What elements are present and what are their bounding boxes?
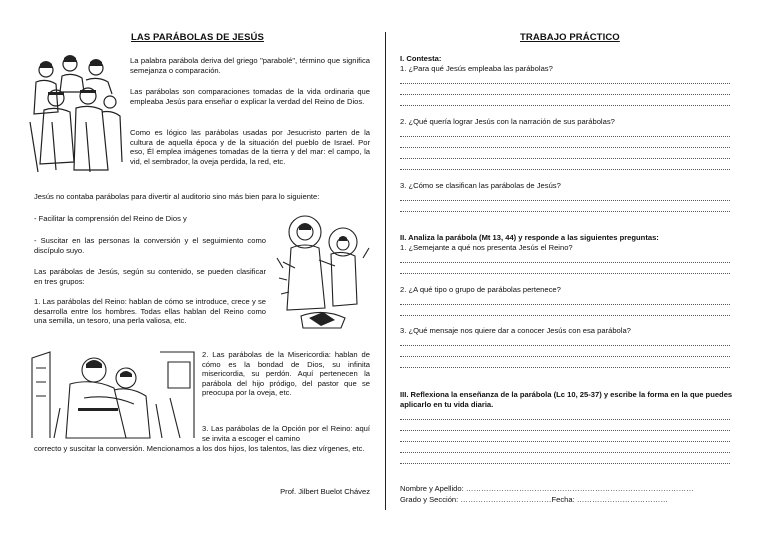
- answer-line[interactable]: [400, 83, 730, 84]
- answer-line[interactable]: [400, 147, 730, 148]
- answer-line[interactable]: [400, 262, 730, 263]
- answer-line[interactable]: [400, 169, 730, 170]
- answer-line[interactable]: [400, 136, 730, 137]
- group-1: 1. Las parábolas del Reino: hablan de cómo se introduce, crece y se desarrolla entre los hombres. Todas ellas hablan del Reino como una semilla, un tesoro, una perla valiosa, etc.: [34, 297, 266, 326]
- answer-line[interactable]: [400, 419, 730, 420]
- prodigal-son-illustration: [30, 348, 196, 442]
- answer-line[interactable]: [400, 94, 730, 95]
- answer-line[interactable]: [400, 200, 730, 201]
- answer-line[interactable]: [400, 345, 730, 346]
- question-3: 3. ¿Cómo se clasifican las parábolas de Jesús?: [400, 181, 561, 190]
- left-title: LAS PARÁBOLAS DE JESÚS: [131, 32, 264, 43]
- paragraph-3: Como es lógico las parábolas usadas por Jesucristo parten de la cultura de aquella época y de la situación del pueblo de Israel. Por eso, Él emplea imágenes tomadas de la tierra y del mar: el campo, la vid, el sembrador, la oveja perdida, la red, etc.: [130, 128, 370, 166]
- group-2: 2. Las parábolas de la Misericordia: hablan de cómo es la bondad de Dios, su infinita misericordia, su perdón. Aquí pertenecen la parábola del hijo pródigo, del pastor que se preocupa por la oveja, etc.: [202, 350, 370, 398]
- group-3-line-2: correcto y suscitar la conversión. Mencionamos a los dos hijos, los talentos, las diez vírgenes, etc.: [34, 444, 365, 453]
- question-4: 1. ¿Semejante a qué nos presenta Jesús el Reino?: [400, 243, 573, 252]
- section-3-heading: III. Reflexiona la enseñanza de la parábola (Lc 10, 25-37) y escribe la forma en la que puedes aplicarlo en tu vida diaria.: [400, 390, 733, 409]
- right-title: TRABAJO PRÁCTICO: [520, 32, 620, 43]
- answer-line[interactable]: [400, 105, 730, 106]
- bullet-1: - Facilitar la comprensión del Reino de Dios y: [34, 214, 187, 223]
- name-field[interactable]: Nombre y Apellido: ………………………………………………………………………………: [400, 484, 694, 493]
- question-5: 2. ¿A qué tipo o grupo de parábolas pertenece?: [400, 285, 561, 294]
- right-column: [386, 0, 768, 543]
- crowd-illustration: [26, 52, 124, 176]
- bullet-2: - Suscitar en las personas la conversión y el seguimiento como discípulo suyo.: [34, 236, 266, 255]
- paragraph-5: Las parábolas de Jesús, según su contenido, se pueden clasificar en tres grupos:: [34, 267, 266, 286]
- paragraph-4: Jesús no contaba parábolas para divertir al auditorio sino más bien para lo siguiente:: [34, 192, 320, 201]
- answer-line[interactable]: [400, 463, 730, 464]
- group-3-line-1: 3. Las parábolas de la Opción por el Reino: aquí se invita a escoger el camino: [202, 424, 370, 443]
- answer-line[interactable]: [400, 430, 730, 431]
- paragraph-2: Las parábolas son comparaciones tomadas de la vida ordinaria que empleaba Jesús para enseñar o explicar la verdad del Reino de Dios.: [130, 87, 370, 106]
- answer-line[interactable]: [400, 273, 730, 274]
- answer-line[interactable]: [400, 304, 730, 305]
- paragraph-1: La palabra parábola deriva del griego "parabolé", término que significa semejanza o comparación.: [130, 56, 370, 75]
- answer-line[interactable]: [400, 367, 730, 368]
- grade-date-field[interactable]: Grado y Sección: ………………………………Fecha: ………………………………: [400, 495, 668, 504]
- answer-line[interactable]: [400, 315, 730, 316]
- jesus-illustration: [275, 208, 371, 334]
- author-signature: Prof. Jilbert Buelot Chávez: [280, 487, 370, 496]
- question-2: 2. ¿Qué quería lograr Jesús con la narración de sus parábolas?: [400, 117, 615, 126]
- section-2-heading: II. Analiza la parábola (Mt 13, 44) y responde a las siguientes preguntas:: [400, 233, 659, 242]
- answer-line[interactable]: [400, 356, 730, 357]
- answer-line[interactable]: [400, 452, 730, 453]
- question-1: 1. ¿Para qué Jesús empleaba las parábolas?: [400, 64, 553, 73]
- answer-line[interactable]: [400, 158, 730, 159]
- question-6: 3. ¿Qué mensaje nos quiere dar a conocer Jesús con esa parábola?: [400, 326, 631, 335]
- section-1-heading: I. Contesta:: [400, 54, 442, 63]
- answer-line[interactable]: [400, 441, 730, 442]
- answer-line[interactable]: [400, 211, 730, 212]
